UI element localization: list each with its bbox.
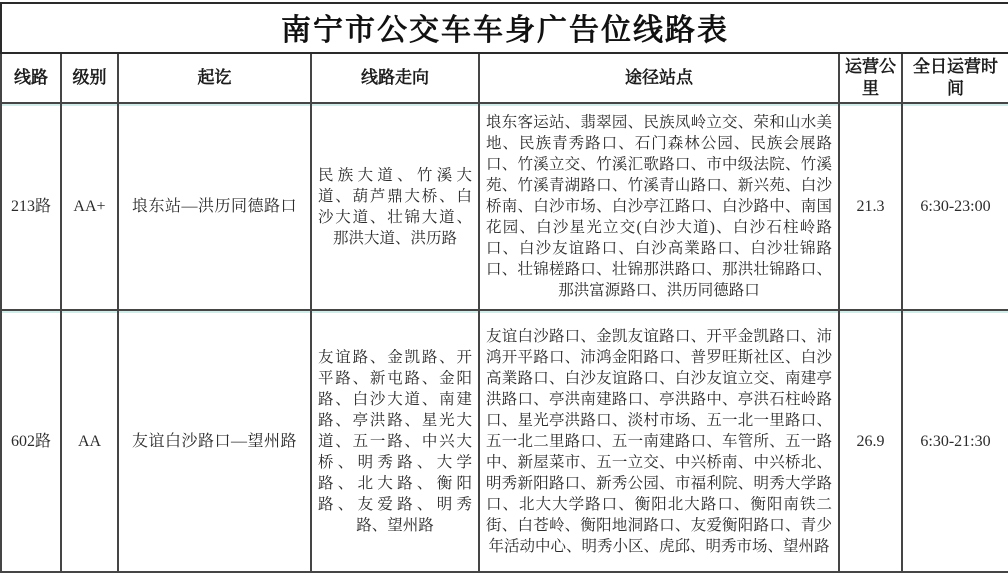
header-endpoints: 起讫	[118, 53, 311, 103]
operating-km-cell: 26.9	[839, 310, 902, 572]
header-operating-km: 运营公里	[839, 53, 902, 103]
page-title: 南宁市公交车车身广告位线路表	[1, 3, 1008, 53]
header-stations: 途径站点	[479, 53, 839, 103]
header-direction: 线路走向	[311, 53, 479, 103]
table-row-602	[1, 310, 1008, 572]
operating-km-cell: 21.3	[839, 103, 902, 310]
endpoints-cell: 埌东站—洪历同德路口	[118, 103, 311, 310]
header-level: 级别	[61, 53, 118, 103]
route-cell: 213路	[1, 103, 61, 310]
level-cell: AA+	[61, 103, 118, 310]
stations-cell: 埌东客运站、翡翠园、民族凤岭立交、荣和山水美地、民族青秀路口、石门森林公园、民族会展路口、竹溪立交、竹溪汇歌路口、市中级法院、竹溪苑、竹溪青湖路口、竹溪青山路口、新兴苑、白沙桥南、白沙市场、白沙亭江路口、白沙路中、南国花园、白沙星光立交(白沙大道)、白沙石柱岭路口、白沙友谊路口、白沙高業路口、白沙壮锦路口、壮锦槎路口、壮锦那洪路口、那洪壮锦路口、那洪富源路口、洪历同德路口	[479, 103, 839, 310]
stations-cell: 友谊白沙路口、金凯友谊路口、开平金凯路口、沛鸿开平路口、沛鸿金阳路口、普罗旺斯社区、白沙高業路口、白沙友谊路口、白沙友谊立交、南建亭洪路口、亭洪南建路口、亭洪路中、亭洪石柱岭路口、星光亭洪路口、淡村市场、五一北一里路口、五一北二里路口、五一南建路口、车管所、五一路中、新屋菜市、五一立交、中兴桥南、中兴桥北、明秀新阳路口、新秀公园、市福利院、明秀大学路口、北大大学路口、衡阳北大路口、衡阳南铁二街、白苍岭、衡阳地洞路口、友爱衡阳路口、青少年活动中心、明秀小区、虎邱、明秀市场、望州路	[479, 310, 839, 572]
operating-hours-cell: 6:30-23:00	[902, 103, 1008, 310]
table-title-row	[1, 3, 1008, 53]
header-operating-hours: 全日运营时间	[902, 53, 1008, 103]
route-cell: 602路	[1, 310, 61, 572]
direction-cell: 民族大道、竹溪大道、葫芦鼎大桥、白沙大道、壮锦大道、那洪大道、洪历路	[311, 103, 479, 310]
header-route: 线路	[1, 53, 61, 103]
operating-hours-cell: 6:30-21:30	[902, 310, 1008, 572]
bus-ad-route-table	[0, 2, 1008, 573]
level-cell: AA	[61, 310, 118, 572]
endpoints-cell: 友谊白沙路口—望州路	[118, 310, 311, 572]
table-header-row	[1, 53, 1008, 103]
table-row-213	[1, 103, 1008, 310]
direction-cell: 友谊路、金凯路、开平路、新屯路、金阳路、白沙大道、南建路、亭洪路、星光大道、五一路、中兴大桥、明秀路、大学路、北大路、衡阳路、友爱路、明秀路、望州路	[311, 310, 479, 572]
